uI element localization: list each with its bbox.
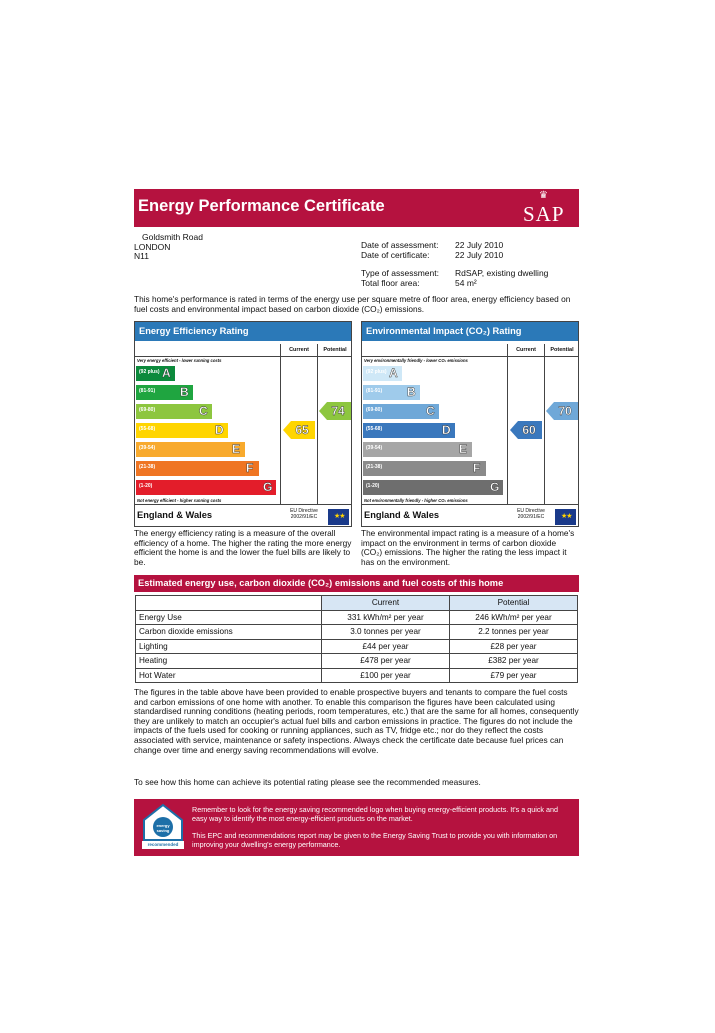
rating-band-letter: B xyxy=(180,385,189,399)
region-label: England & Wales xyxy=(137,510,213,520)
rating-band-g xyxy=(136,480,276,495)
sap-logo: ♛ SAP xyxy=(523,190,565,226)
footer-line xyxy=(135,504,351,505)
explanation-text: The figures in the table above have been provided to enable prospective buyers and tenants to compare the fuel costs and carbon emissions of one home with another. To enable this comparison the figures have been calculated using standardised running conditions (heating periods, room temperatures, etc.) that are the same for all homes, consequently they are unlikely to match an occupier's actual fuel bills and carbon emissions in practice. The figures do not include the impacts of the fuels used for cooking or running appliances, such as TV, fridge etc.; nor do they reflect the costs associated with service, maintenance or safety inspections. Always check the certificate date because fuel prices can change over time and energy saving recommendations will evolve. xyxy=(134,687,579,755)
address-block xyxy=(134,233,334,262)
energy-rating-description: The energy efficiency rating is a measure of the overall efficiency of a home. The higher the rating the more energy efficient the home is and the lower the fuel bills are likely to be. xyxy=(134,528,352,567)
eu-directive-label: EU Directive 2002/91/EC xyxy=(517,508,545,520)
rating-band-e xyxy=(363,442,503,457)
current-rating-arrow xyxy=(510,421,542,439)
rating-band-range: (21-38) xyxy=(139,464,156,470)
rating-band-range: (69-80) xyxy=(139,407,156,413)
col-divider xyxy=(280,344,281,504)
scale-top-note: Very environmentally friendly - lower CO₂ emissions xyxy=(364,358,468,363)
assessment-details xyxy=(361,241,579,288)
address-line: N11 xyxy=(134,251,149,261)
col-header-current: Current xyxy=(516,347,536,353)
rating-band-letter: F xyxy=(246,461,254,475)
col-divider xyxy=(544,344,545,504)
scale-top-note: Very energy efficient - lower running costs xyxy=(137,358,222,363)
rating-band-range: (55-68) xyxy=(139,426,156,432)
header-line xyxy=(362,356,578,357)
detail-label: Type of assessment: xyxy=(361,268,439,278)
col-header-potential: Potential xyxy=(323,347,347,353)
rating-band-f xyxy=(363,461,503,476)
detail-value: 54 m² xyxy=(455,277,477,288)
rating-band-range: (1-20) xyxy=(139,483,153,489)
environment-rating-description: The environmental impact rating is a measure of a home's impact on the environment in terms of carbon dioxide (CO₂) emissions. The higher the rating the less impact it has on the environment. xyxy=(361,528,575,567)
detail-label: Date of certificate: xyxy=(361,249,430,260)
rating-band-letter: G xyxy=(263,480,273,494)
rating-band-bar xyxy=(363,480,503,495)
rating-band-e xyxy=(136,442,276,457)
rating-band-f xyxy=(136,461,276,476)
col-header-potential: Potential xyxy=(550,347,574,353)
energy-rating-title: Energy Efficiency Rating xyxy=(135,322,351,341)
costs-table xyxy=(135,595,578,683)
rating-band-letter: C xyxy=(426,404,435,418)
rating-band-letter: E xyxy=(232,442,241,456)
table-row: Hot Water £100 per year £79 per year xyxy=(136,668,578,683)
rating-band-range: (55-68) xyxy=(366,426,383,432)
current-rating-arrow-value: 65 xyxy=(295,423,309,437)
region-label: England & Wales xyxy=(364,510,440,520)
table-row: Lighting £44 per year £28 per year xyxy=(136,639,578,654)
footer-line xyxy=(362,504,578,505)
address-line: LONDON xyxy=(134,241,171,252)
banner-text-2: This EPC and recommendations report may be given to the Energy Saving Trust to provide you with information on improving your dwelling's energy performance. xyxy=(192,831,558,849)
energy-saving-banner xyxy=(134,799,579,856)
detail-label: Date of assessment: xyxy=(361,240,439,250)
rating-band-range: (21-38) xyxy=(366,464,383,470)
rating-band-d xyxy=(363,423,503,438)
table-header-blank xyxy=(136,596,322,611)
table-header-row xyxy=(136,596,578,611)
potential-rating-arrow-value: 74 xyxy=(331,404,345,418)
rating-band-letter: A xyxy=(389,366,398,380)
rating-band-b xyxy=(363,385,503,400)
scale-bottom-note: Not environmentally friendly - higher CO₂ emissions xyxy=(364,498,468,503)
rating-band-range: (1-20) xyxy=(366,483,380,489)
rating-band-letter: D xyxy=(215,423,224,437)
rating-band-range: (69-80) xyxy=(366,407,383,413)
rating-band-letter: B xyxy=(407,385,416,399)
energy-saving-recommended-logo: energy saving recommended xyxy=(138,802,188,852)
detail-value: 22 July 2010 xyxy=(455,249,504,260)
detail-value: RdSAP, existing dwelling xyxy=(455,268,549,278)
col-header-current: Current xyxy=(289,347,309,353)
see-measures-text: To see how this home can achieve its potential rating please see the recommended measures. xyxy=(134,777,481,787)
potential-rating-arrow xyxy=(319,402,351,420)
rating-band-c xyxy=(136,404,276,419)
table-row: Heating £478 per year £382 per year xyxy=(136,654,578,669)
table-header-current: Current xyxy=(322,596,450,611)
environment-rating-panel xyxy=(361,321,579,527)
rating-band-a xyxy=(136,366,276,381)
page-title: Energy Performance Certificate xyxy=(138,197,385,215)
eu-flag-icon: ★★ xyxy=(328,509,349,525)
rating-band-range: (92 plus) xyxy=(366,369,387,375)
rating-band-range: (81-91) xyxy=(366,388,383,394)
costs-title: Estimated energy use, carbon dioxide (CO₂) emissions and fuel costs of this home xyxy=(134,575,579,592)
rating-band-letter: C xyxy=(199,404,208,418)
current-rating-arrow-value: 60 xyxy=(522,423,536,437)
certificate-header xyxy=(134,189,579,227)
address-line: Goldsmith Road xyxy=(142,232,203,242)
eu-flag-icon: ★★ xyxy=(555,509,576,525)
rating-band-b xyxy=(136,385,276,400)
rating-band-letter: G xyxy=(490,480,500,494)
table-row: Carbon dioxide emissions 3.0 tonnes per year 2.2 tonnes per year xyxy=(136,625,578,640)
rating-band-range: (81-91) xyxy=(139,388,156,394)
crown-icon: ♛ xyxy=(539,190,548,201)
rating-band-range: (39-54) xyxy=(366,445,383,451)
rating-band-letter: F xyxy=(473,461,481,475)
rating-band-letter: D xyxy=(442,423,451,437)
table-header-potential: Potential xyxy=(450,596,578,611)
table-row: Energy Use 331 kWh/m² per year 246 kWh/m² per year xyxy=(136,610,578,625)
rating-band-range: (39-54) xyxy=(139,445,156,451)
potential-rating-arrow-value: 70 xyxy=(558,404,572,418)
rating-band-bar xyxy=(136,480,276,495)
col-divider xyxy=(317,344,318,504)
rating-band-a xyxy=(363,366,503,381)
intro-text: This home's performance is rated in terms of the energy use per square metre of floor area, energy efficiency based on fuel costs and environmental impact based on carbon dioxide (CO₂) emissions. xyxy=(134,294,571,314)
detail-label: Total floor area: xyxy=(361,277,420,288)
rating-band-letter: E xyxy=(459,442,468,456)
banner-text-1: Remember to look for the energy saving recommended logo when buying energy-efficient products. It's a quick and easy way to identify the most energy-efficient products on the market. xyxy=(192,805,559,823)
rating-band-g xyxy=(363,480,503,495)
current-rating-arrow xyxy=(283,421,315,439)
rating-band-d xyxy=(136,423,276,438)
energy-rating-panel xyxy=(134,321,352,527)
col-divider xyxy=(507,344,508,504)
potential-rating-arrow xyxy=(546,402,578,420)
environment-rating-title: Environmental Impact (CO₂) Rating xyxy=(362,322,578,341)
header-line xyxy=(135,356,351,357)
scale-bottom-note: Not energy efficient - higher running costs xyxy=(137,498,222,503)
eu-directive-label: EU Directive 2002/91/EC xyxy=(290,508,318,520)
rating-band-c xyxy=(363,404,503,419)
rating-band-letter: A xyxy=(162,366,171,380)
rating-band-range: (92 plus) xyxy=(139,369,160,375)
detail-value: 22 July 2010 xyxy=(455,240,504,250)
